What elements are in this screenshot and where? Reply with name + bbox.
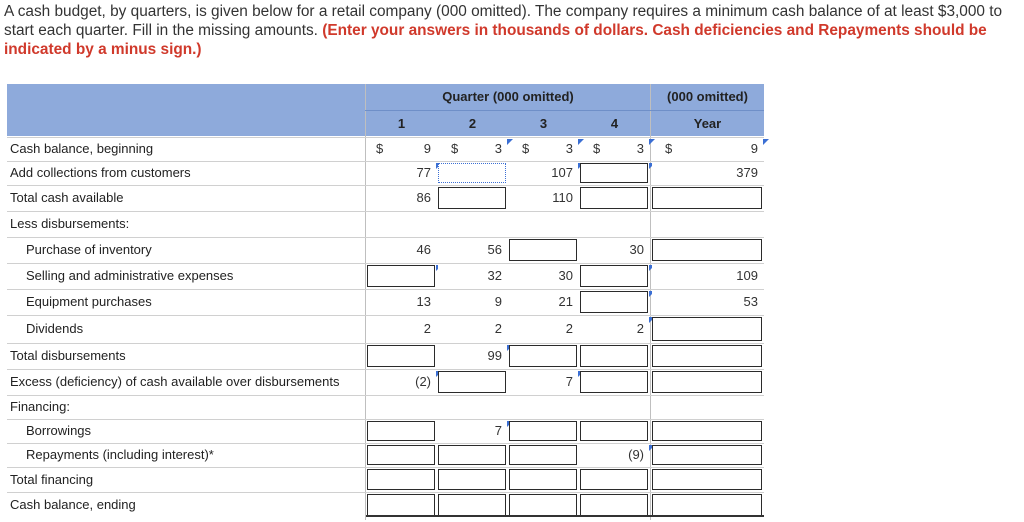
col-header-q3: 3 <box>539 116 548 131</box>
value-dividends-q2: 2 <box>494 321 502 336</box>
value-dividends-q3: 2 <box>565 321 573 336</box>
row-divider <box>7 467 764 468</box>
value-cash_beginning-q4: 3 <box>636 141 644 156</box>
value-repayments-q4: (9) <box>628 447 644 462</box>
input-repayments-q1[interactable] <box>367 445 435 465</box>
input-inventory-q3[interactable] <box>509 239 577 261</box>
value-inventory-q2: 56 <box>487 242 502 257</box>
input-total_disb-q1[interactable] <box>367 345 435 367</box>
row-divider <box>7 137 764 138</box>
input-total_available-q2[interactable] <box>438 187 506 209</box>
row-divider <box>7 263 764 264</box>
input-repayments-q3[interactable] <box>509 445 577 465</box>
row-label-total_financing: Total financing <box>10 472 94 487</box>
value-cash_beginning-year: 9 <box>750 141 758 156</box>
row-label-equipment: Equipment purchases <box>26 294 152 309</box>
value-equipment-year: 53 <box>743 294 758 309</box>
row-label-dividends: Dividends <box>26 321 84 336</box>
value-selling_admin-q2: 32 <box>487 268 502 283</box>
currency-symbol: $ <box>665 141 673 156</box>
row-divider <box>7 315 764 316</box>
row-label-cash_ending: Cash balance, ending <box>10 497 136 512</box>
instructions-text: A cash budget, by quarters, is given below for a retail company (000 omitted). The company requires a minimum cash balance of at least $3,000 to start each quarter. Fill in the missing amounts. <box>4 3 1003 39</box>
input-marker-icon <box>763 139 769 145</box>
value-selling_admin-year: 109 <box>736 268 758 283</box>
input-selling_admin-q1[interactable] <box>367 265 435 287</box>
value-excess-q3: 7 <box>565 374 573 389</box>
row-divider <box>7 419 764 420</box>
value-collections-q1: 77 <box>416 165 431 180</box>
col-header-q2: 2 <box>468 116 477 131</box>
input-cash_ending-q1[interactable] <box>367 494 435 516</box>
value-inventory-q4: 30 <box>629 242 644 257</box>
input-excess-year[interactable] <box>652 371 762 393</box>
quarter-group-header: Quarter (000 omitted) <box>442 89 574 104</box>
value-equipment-q1: 13 <box>416 294 431 309</box>
value-selling_admin-q3: 30 <box>558 268 573 283</box>
col-header-q4: 4 <box>610 116 619 131</box>
input-repayments-q2[interactable] <box>438 445 506 465</box>
input-repayments-year[interactable] <box>652 445 762 465</box>
input-inventory-year[interactable] <box>652 239 762 261</box>
input-collections-q4[interactable] <box>580 163 648 183</box>
value-equipment-q2: 9 <box>494 294 502 309</box>
value-total_disb-q2: 99 <box>487 348 502 363</box>
input-total_available-year[interactable] <box>652 187 762 209</box>
row-divider <box>7 395 764 396</box>
value-total_available-q3: 110 <box>552 190 573 205</box>
row-divider <box>7 343 764 344</box>
value-borrowings-q2: 7 <box>494 423 502 438</box>
row-label-collections: Add collections from customers <box>10 165 191 180</box>
value-dividends-q4: 2 <box>636 321 644 336</box>
row-divider <box>7 289 764 290</box>
value-collections-year: 379 <box>736 165 758 180</box>
currency-symbol: $ <box>522 141 530 156</box>
input-borrowings-year[interactable] <box>652 421 762 441</box>
value-cash_beginning-q3: 3 <box>565 141 573 156</box>
row-label-inventory: Purchase of inventory <box>26 242 152 257</box>
input-total_financing-q2[interactable] <box>438 469 506 490</box>
input-borrowings-q4[interactable] <box>580 421 648 441</box>
row-divider <box>7 369 764 370</box>
input-total_disb-year[interactable] <box>652 345 762 367</box>
input-selling_admin-q4[interactable] <box>580 265 648 287</box>
input-excess-q4[interactable] <box>580 371 648 393</box>
input-total_financing-q3[interactable] <box>509 469 577 490</box>
row-label-excess: Excess (deficiency) of cash available over disbursements <box>10 374 340 389</box>
row-label-total_disb: Total disbursements <box>10 348 126 363</box>
input-excess-q2[interactable] <box>438 371 506 393</box>
row-divider <box>7 237 764 238</box>
row-divider <box>7 492 764 493</box>
input-cash_ending-q4[interactable] <box>580 494 648 516</box>
instructions-emphasis: (Enter your answers in thousands of dollars. Cash deficiencies and Repayments should be indicated by a minus sign.) <box>4 22 987 58</box>
row-divider <box>7 211 764 212</box>
value-inventory-q1: 46 <box>416 242 431 257</box>
double-underline <box>366 515 764 517</box>
input-cash_ending-year[interactable] <box>652 494 762 516</box>
input-collections-q2[interactable] <box>438 163 506 183</box>
row-label-total_available: Total cash available <box>10 190 124 205</box>
row-label-selling_admin: Selling and administrative expenses <box>26 268 234 283</box>
currency-symbol: $ <box>376 141 384 156</box>
row-label-borrowings: Borrowings <box>26 423 92 438</box>
input-total_available-q4[interactable] <box>580 187 648 209</box>
row-label-financing: Financing: <box>10 399 70 414</box>
row-divider <box>7 161 764 162</box>
value-cash_beginning-q2: 3 <box>494 141 502 156</box>
value-cash_beginning-q1: 9 <box>423 141 431 156</box>
value-total_available-q1: 86 <box>416 190 431 205</box>
input-cash_ending-q2[interactable] <box>438 494 506 516</box>
row-label-less_disb: Less disbursements: <box>10 216 130 231</box>
input-borrowings-q1[interactable] <box>367 421 435 441</box>
value-excess-q1: (2) <box>415 374 431 389</box>
input-total_disb-q3[interactable] <box>509 345 577 367</box>
input-total_financing-q4[interactable] <box>580 469 648 490</box>
input-dividends-year[interactable] <box>652 317 762 341</box>
input-total_disb-q4[interactable] <box>580 345 648 367</box>
year-group-header: (000 omitted) <box>667 89 748 104</box>
row-label-cash_beginning: Cash balance, beginning <box>10 141 154 156</box>
input-total_financing-year[interactable] <box>652 469 762 490</box>
currency-symbol: $ <box>451 141 459 156</box>
value-equipment-q3: 21 <box>558 294 573 309</box>
input-borrowings-q3[interactable] <box>509 421 577 441</box>
currency-symbol: $ <box>593 141 601 156</box>
col-header-q1: 1 <box>397 116 406 131</box>
value-collections-q3: 107 <box>551 165 573 180</box>
input-cash_ending-q3[interactable] <box>509 494 577 516</box>
row-label-repayments: Repayments (including interest)* <box>26 447 214 462</box>
col-header-year: Year <box>693 116 722 131</box>
row-divider <box>7 185 764 186</box>
row-divider <box>7 443 764 444</box>
input-total_financing-q1[interactable] <box>367 469 435 490</box>
input-equipment-q4[interactable] <box>580 291 648 313</box>
value-dividends-q1: 2 <box>423 321 431 336</box>
